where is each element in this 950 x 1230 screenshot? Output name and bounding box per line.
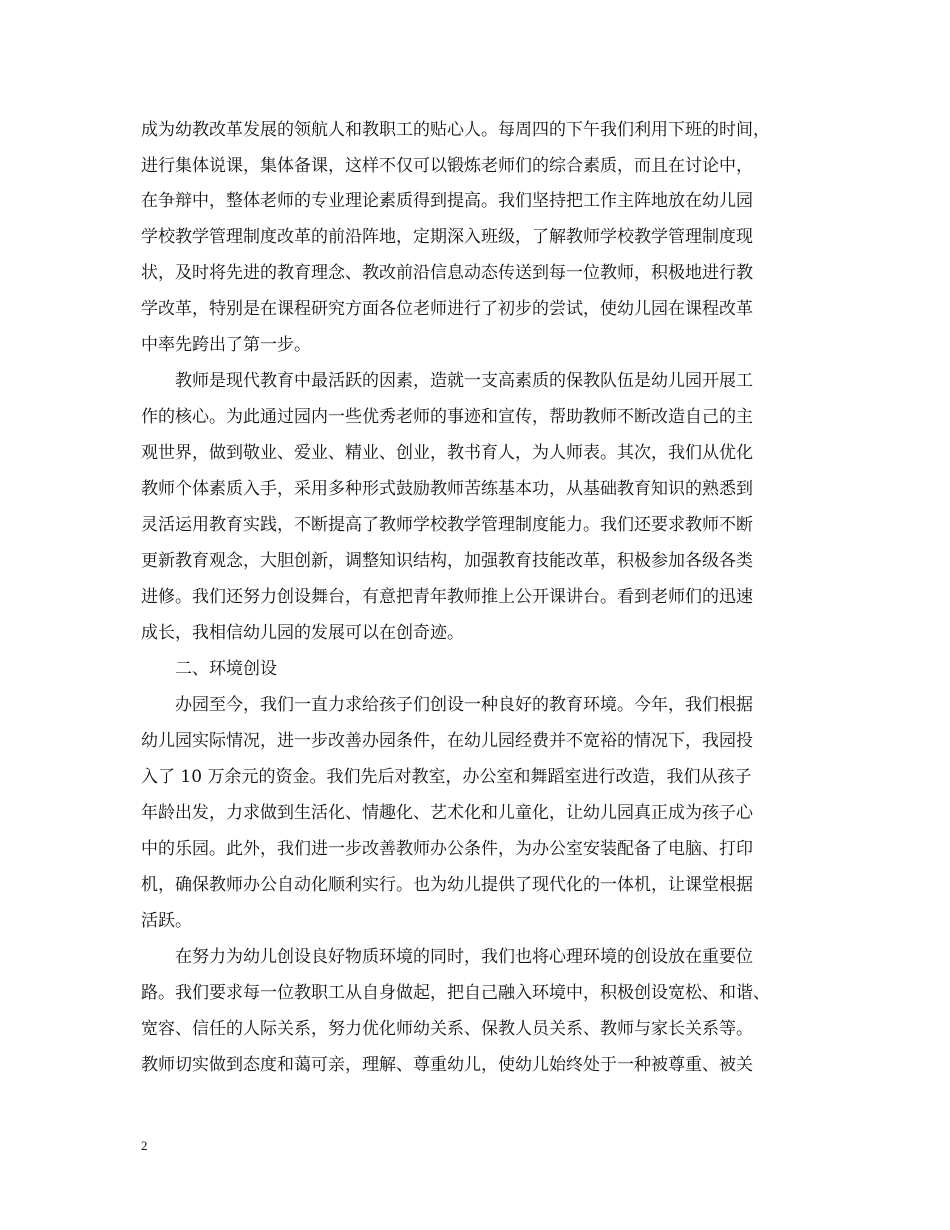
text-line: 中率先跨出了第一步。 <box>141 335 311 355</box>
text-line: 幼儿园实际情况，进一步改善办园条件，在幼儿园经费并不宽裕的情况下，我园投 <box>141 731 753 751</box>
text-line: 作的核心。为此通过园内一些优秀老师的事迹和宣传，帮助教师不断改造自己的主 <box>141 407 753 427</box>
text-line: 在争辩中，整体老师的专业理论素质得到提高。我们坚持把工作主阵地放在幼儿园 <box>141 191 753 211</box>
text-line: 成长，我相信幼儿园的发展可以在创奇迹。 <box>141 623 464 643</box>
text-line: 中的乐园。此外，我们进一步改善教师办公条件，为办公室安装配备了电脑、打印 <box>141 839 753 859</box>
text-line: 观世界，做到敬业、爱业、精业、创业，教书育人，为人师表。其次，我们从优化 <box>141 443 753 463</box>
page-number: 2 <box>141 1138 148 1153</box>
paragraph-first-line: 教师是现代教育中最活跃的因素，造就一支高素质的保教队伍是幼儿园开展工 <box>175 371 753 391</box>
text-line: 进修。我们还努力创设舞台，有意把青年教师推上公开课讲台。看到老师们的迅速 <box>141 587 753 607</box>
text-line: 机，确保教师办公自动化顺利实行。也为幼儿提供了现代化的一体机，让课堂根据 <box>141 875 753 895</box>
paragraph-first-line: 办园至今，我们一直力求给孩子们创设一种良好的教育环境。今年，我们根据 <box>175 695 753 715</box>
text-line: 学校教学管理制度改革的前沿阵地，定期深入班级，了解教师学校教学管理制度现 <box>141 227 753 247</box>
text-line: 路。我们要求每一位教职工从自身做起，把自己融入环境中，积极创设宽松、和谐、 <box>141 983 770 1003</box>
text-line: 入了 10 万余元的资金。我们先后对教室，办公室和舞蹈室进行改造，我们从孩子 <box>141 767 752 787</box>
text-line: 状，及时将先进的教育理念、教改前沿信息动态传送到每一位教师，积极地进行教 <box>141 263 753 283</box>
text-line: 年龄出发，力求做到生活化、情趣化、艺术化和儿童化，让幼儿园真正成为孩子心 <box>141 803 753 823</box>
paragraph-first-line: 在努力为幼儿创设良好物质环境的同时，我们也将心理环境的创设放在重要位 <box>175 947 753 967</box>
text-line: 进行集体说课，集体备课，这样不仅可以锻炼老师们的综合素质，而且在讨论中， <box>141 156 753 176</box>
text-line: 灵活运用教育实践，不断提高了教师学校教学管理制度能力。我们还要求教师不断 <box>141 515 753 535</box>
text-line: 学改革，特别是在课程研究方面各位老师进行了初步的尝试，使幼儿园在课程改革 <box>141 299 753 319</box>
text-line: 教师切实做到态度和蔼可亲，理解、尊重幼儿，使幼儿始终处于一种被尊重、被关 <box>141 1055 753 1075</box>
text-line: 成为幼教改革发展的领航人和教职工的贴心人。每周四的下午我们利用下班的时间， <box>141 120 770 140</box>
text-line: 活跃。 <box>141 911 192 931</box>
text-line: 宽容、信任的人际关系，努力优化师幼关系、保教人员关系、教师与家长关系等。 <box>141 1019 753 1039</box>
text-line: 教师个体素质入手，采用多种形式鼓励教师苦练基本功，从基础教育知识的熟悉到 <box>141 479 753 499</box>
section-heading: 二、环境创设 <box>175 659 277 679</box>
text-line: 更新教育观念，大胆创新，调整知识结构，加强教育技能改革，积极参加各级各类 <box>141 551 753 571</box>
